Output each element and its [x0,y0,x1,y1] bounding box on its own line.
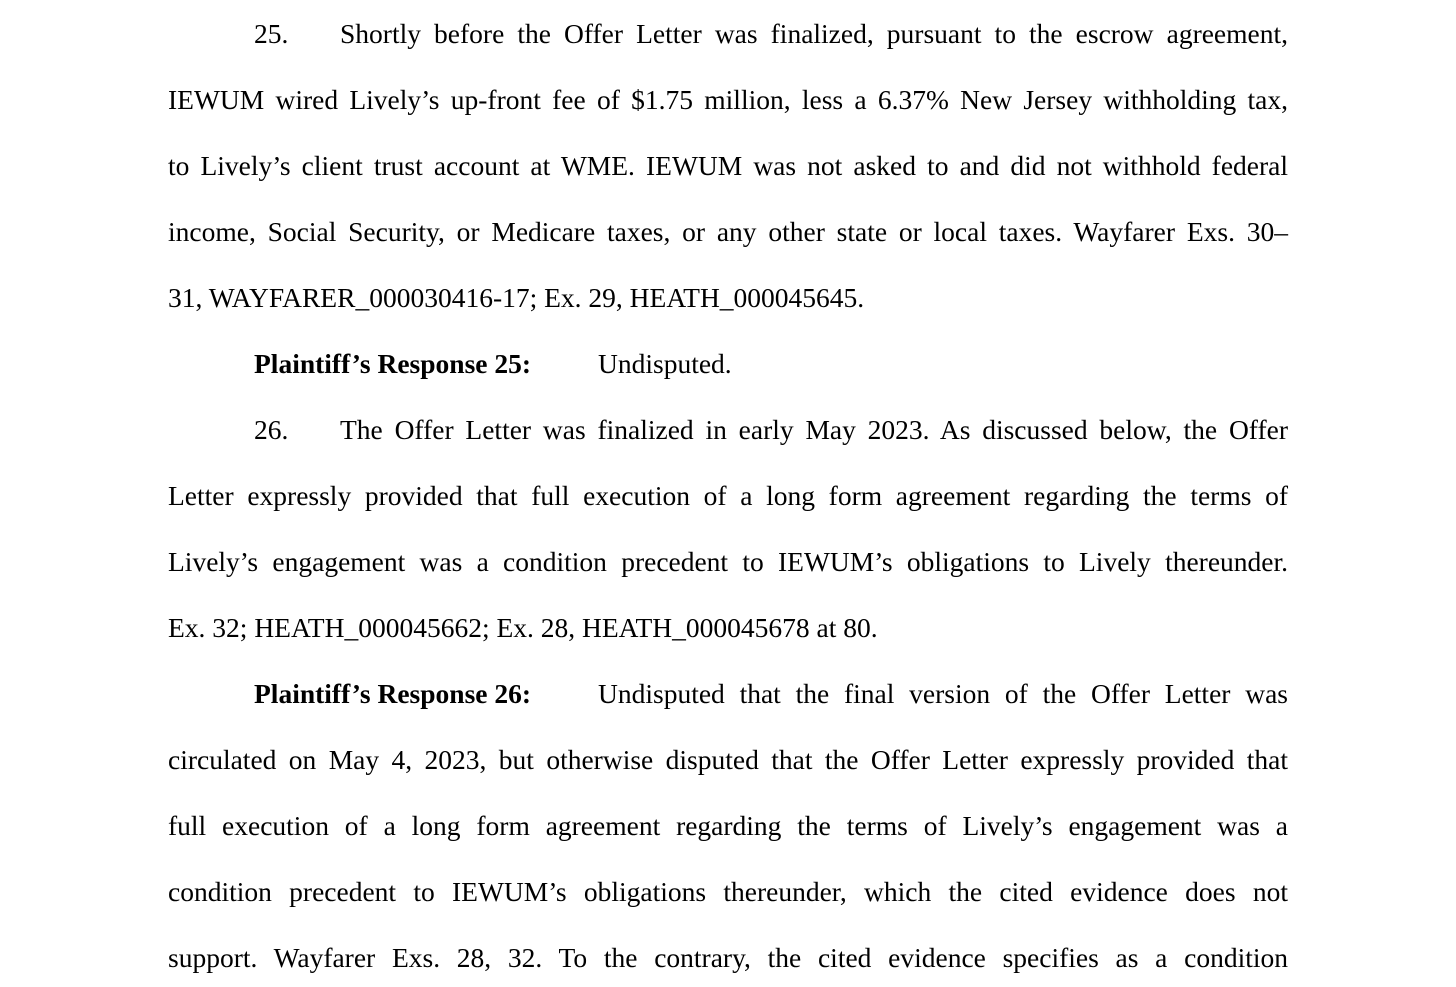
para-26-line: Lively’s engagement was a condition precedent to IEWUM’s obligations to Lively thereunder. [168,546,1288,577]
para-25-line: IEWUM wired Lively’s up-front fee of $1.75 million, less a 6.37% New Jersey withholding tax, [168,84,1288,115]
response-26-line: circulated on May 4, 2023, but otherwise disputed that the Offer Letter expressly provided that [168,744,1288,775]
para-25-line: 31, WAYFARER_000030416-17; Ex. 29, HEATH_000045645. [168,282,865,313]
para-25-first-line [168,14,1288,54]
response-26-label: Plaintiff’s Response 26: [254,678,532,709]
para-25-number: 25. [254,18,289,49]
para-26-first-text: The Offer Letter was finalized in early May 2023. As discussed below, the Offer [340,414,1288,445]
response-26-line: condition precedent to IEWUM’s obligations thereunder, which the cited evidence does not [168,876,1288,907]
para-25-line: to Lively’s client trust account at WME. IEWUM was not asked to and did not withhold federal [168,150,1288,181]
response-25 [168,344,1288,384]
para-25-first-text: Shortly before the Offer Letter was finalized, pursuant to the escrow agreement, [340,18,1288,49]
response-25-text: Undisputed. [598,348,732,379]
response-25-label: Plaintiff’s Response 25: [254,348,532,379]
response-26-line: full execution of a long form agreement regarding the terms of Lively’s engagement was a [168,810,1288,841]
response-26-first-text: Undisputed that the final version of the Offer Letter was [598,678,1288,709]
para-26-line: Letter expressly provided that full execution of a long form agreement regarding the terms of [168,480,1288,511]
para-26-number: 26. [254,414,289,445]
para-26-line: Ex. 32; HEATH_000045662; Ex. 28, HEATH_000045678 at 80. [168,612,878,643]
para-26-first-line [168,410,1288,450]
response-26-first-line [168,674,1288,714]
para-25-line: income, Social Security, or Medicare taxes, or any other state or local taxes. Wayfarer Exs. 30– [168,216,1288,247]
response-26-line: support. Wayfarer Exs. 28, 32. To the contrary, the cited evidence specifies as a condition [168,942,1288,973]
